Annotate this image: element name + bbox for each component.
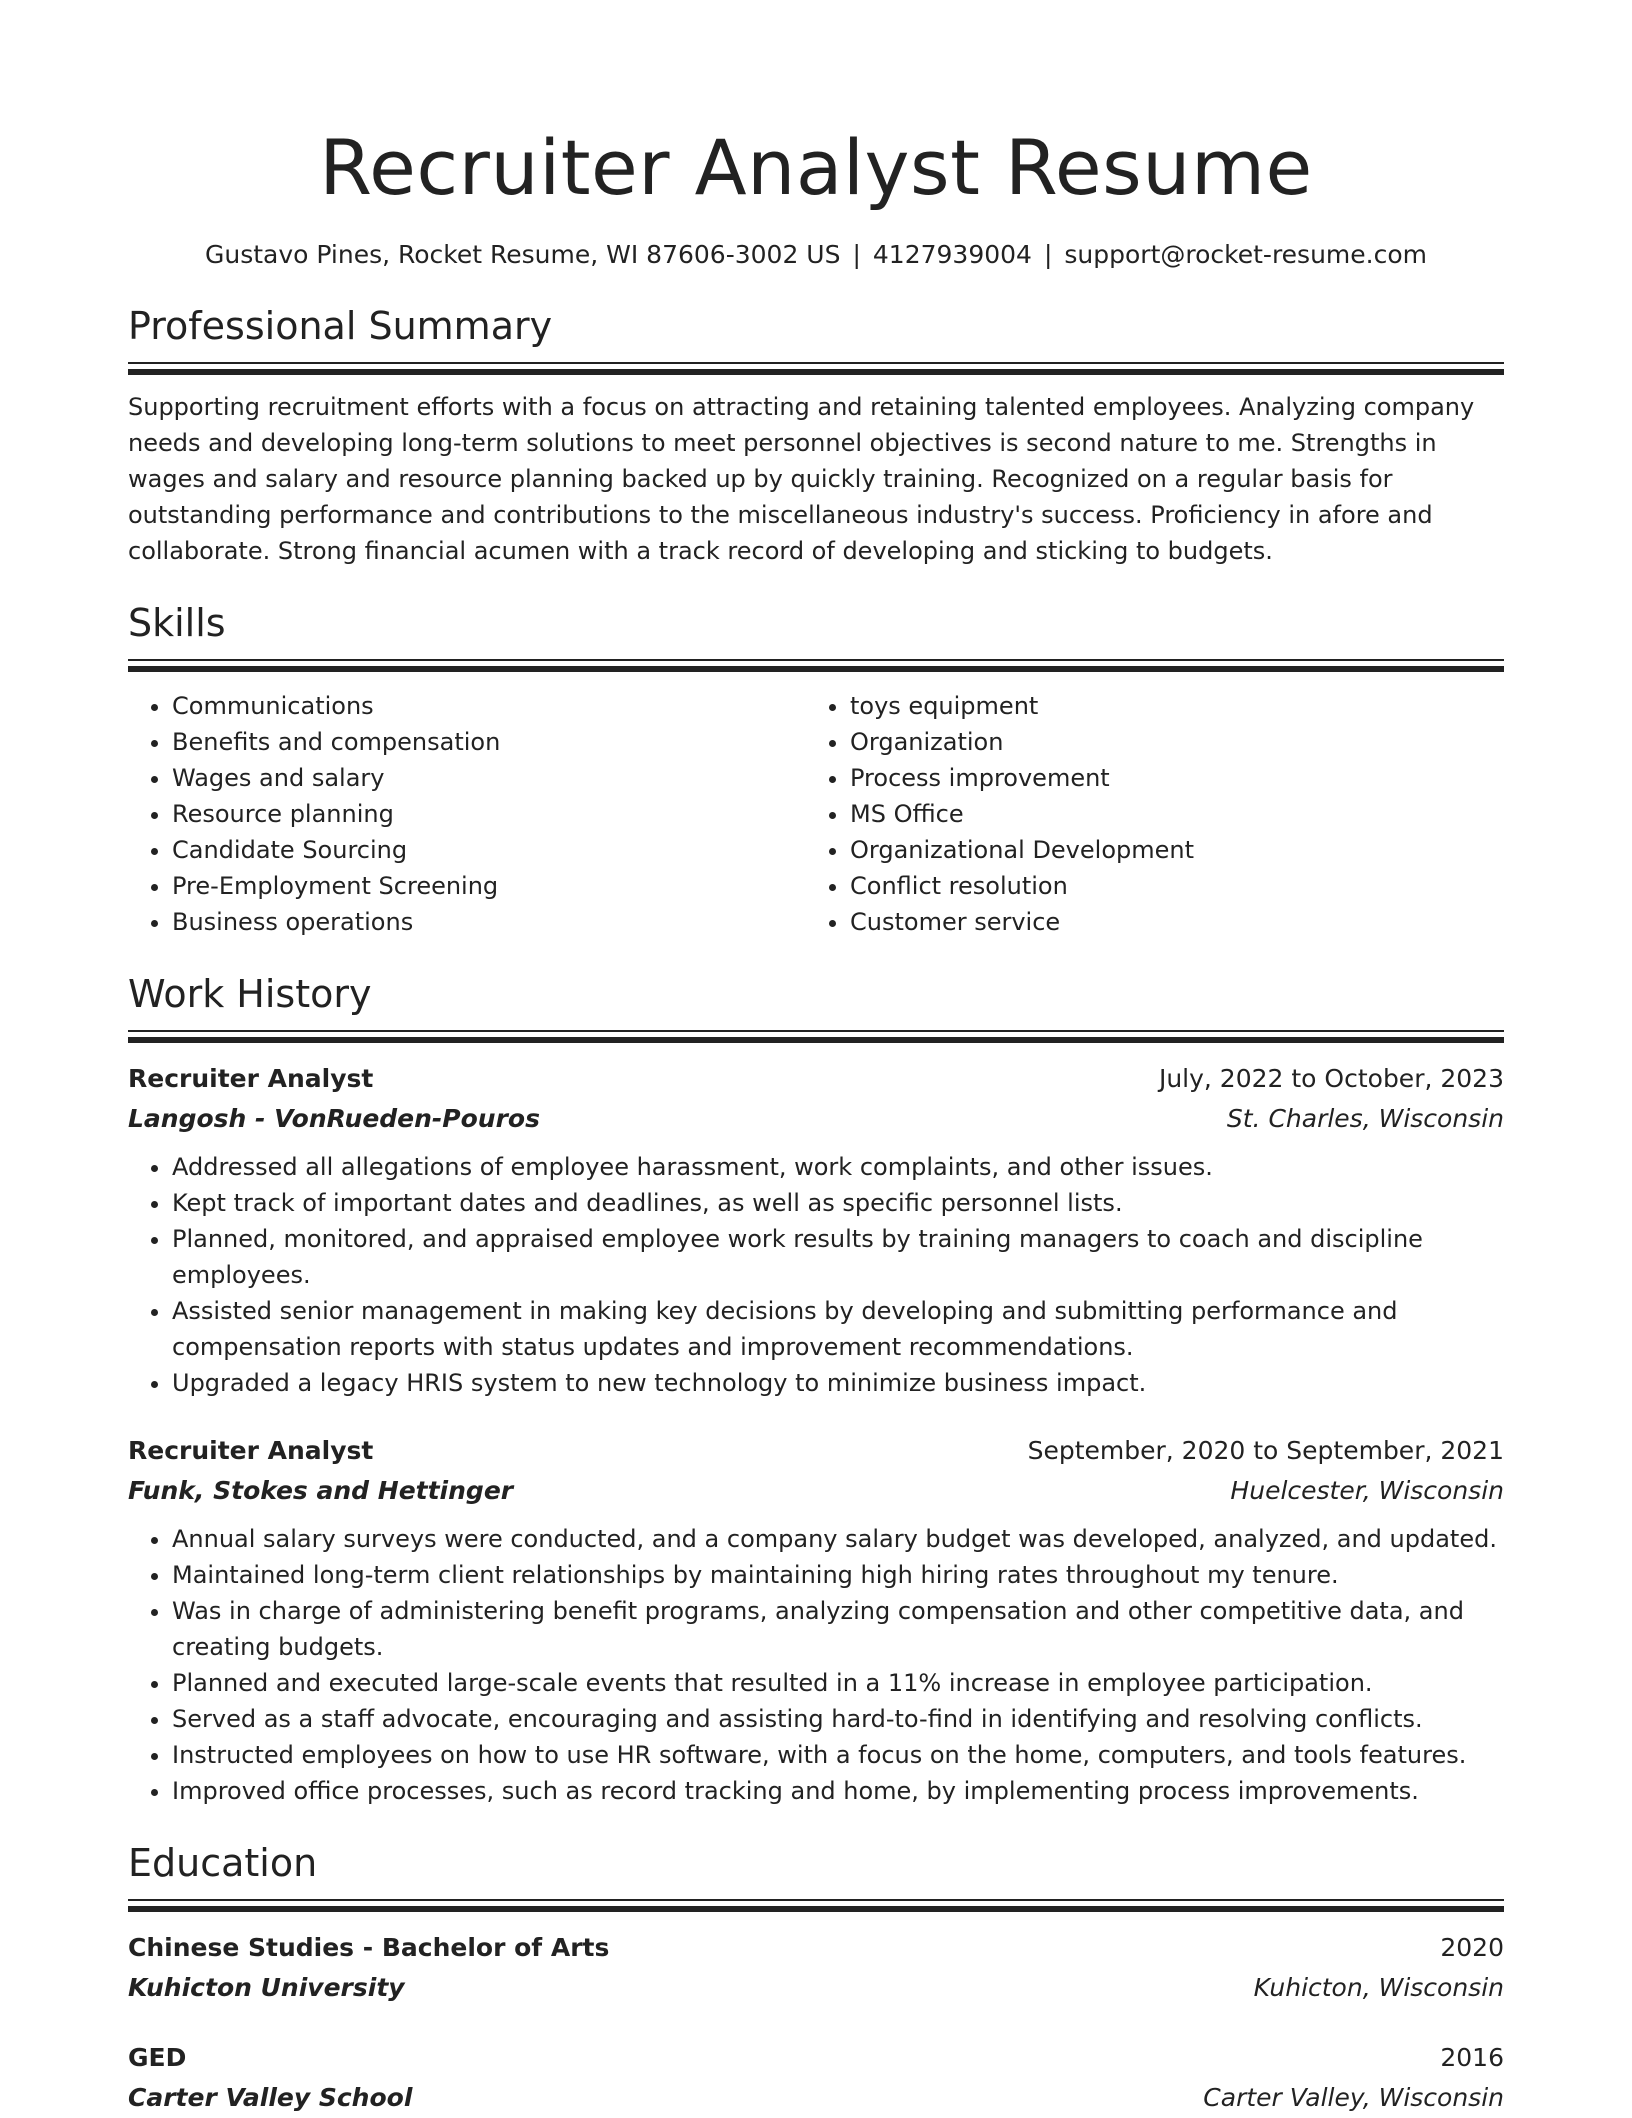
job-bullet: • Served as a staff advocate, encouraging and assisting hard-to-find in identifying and resolving conflicts. [172,1701,1504,1737]
skill-item: • Benefits and compensation [172,724,806,760]
education-school-row [128,1968,1504,2008]
contact-line [128,238,1504,272]
skill-item: • toys equipment [850,688,1484,724]
section-divider [128,362,1504,375]
job-bullet: • Upgraded a legacy HRIS system to new technology to minimize business impact. [172,1365,1504,1401]
skill-item: • Customer service [850,904,1484,940]
skill-item: • Organization [850,724,1484,760]
job-bullet: • Maintained long-term client relationships by maintaining high hiring rates throughout my tenure. [172,1557,1504,1593]
education-location: Kuhicton, Wisconsin [1253,1973,1504,2002]
skill-item: • Communications [172,688,806,724]
contact-address: Gustavo Pines, Rocket Resume, WI 87606-3002 US [204,240,841,269]
contact-email: support@rocket-resume.com [1064,240,1428,269]
summary-section [128,302,1504,569]
contact-separator: | [1043,240,1053,269]
education-degree: Chinese Studies - Bachelor of Arts [128,1933,610,1962]
section-heading-work: Work History [128,972,372,1016]
job-dates: July, 2022 to October, 2023 [1158,1064,1504,1093]
section-heading-education: Education [128,1841,318,1885]
skills-list-right [806,688,1484,940]
job-entry [128,1059,1504,1401]
section-heading-summary: Professional Summary [128,304,553,348]
education-header-row [128,2038,1504,2078]
skills-section [128,599,1504,940]
skill-item: • Organizational Development [850,832,1484,868]
job-entry [128,1431,1504,1809]
job-location: Huelcester, Wisconsin [1230,1476,1504,1505]
education-year: 2020 [1440,1933,1504,1962]
job-bullet: • Addressed all allegations of employee harassment, work complaints, and other issues. [172,1149,1504,1185]
contact-separator: | [852,240,861,269]
job-bullet: • Assisted senior management in making key decisions by developing and submitting performance and compensation reports with status updates and improvement recommendations. [172,1293,1504,1365]
skill-item: • Process improvement [850,760,1484,796]
skills-list-left [128,688,806,940]
education-entry [128,1928,1504,2008]
contact-phone: 4127939004 [872,240,1032,269]
job-title: Recruiter Analyst [128,1064,374,1093]
section-divider [128,1899,1504,1912]
skills-columns [128,688,1504,940]
skill-item: • Pre-Employment Screening [172,868,806,904]
skill-item: • Conflict resolution [850,868,1484,904]
section-divider [128,1030,1504,1043]
skill-item: • Resource planning [172,796,806,832]
work-section [128,970,1504,1809]
education-school: Kuhicton University [128,1973,405,2002]
job-company: Langosh - VonRueden-Pouros [128,1104,540,1133]
education-section [128,1839,1504,2118]
skill-item: • MS Office [850,796,1484,832]
education-degree: GED [128,2043,187,2072]
job-bullet: • Planned and executed large-scale events that resulted in a 11% increase in employee participation. [172,1665,1504,1701]
job-bullets [128,1521,1504,1809]
job-bullet: • Was in charge of administering benefit programs, analyzing compensation and other competitive data, and creating budgets. [172,1593,1504,1665]
job-company: Funk, Stokes and Hettinger [128,1476,514,1505]
job-bullet: • Annual salary surveys were conducted, and a company salary budget was developed, analyzed, and updated. [172,1521,1504,1557]
education-year: 2016 [1440,2043,1504,2072]
education-header-row [128,1928,1504,1968]
job-location: St. Charles, Wisconsin [1226,1104,1504,1133]
education-location: Carter Valley, Wisconsin [1203,2083,1504,2112]
job-dates: September, 2020 to September, 2021 [1027,1436,1504,1465]
job-bullet: • Instructed employees on how to use HR software, with a focus on the home, computers, and tools features. [172,1737,1504,1773]
job-bullet: • Improved office processes, such as record tracking and home, by implementing process improvements. [172,1773,1504,1809]
job-company-row [128,1099,1504,1139]
education-school: Carter Valley School [128,2083,413,2112]
education-school-row [128,2078,1504,2118]
skill-item: • Candidate Sourcing [172,832,806,868]
resume-page [128,0,1504,2118]
job-header-row [128,1431,1504,1471]
job-header-row [128,1059,1504,1099]
skill-item: • Wages and salary [172,760,806,796]
section-heading-skills: Skills [128,601,226,645]
job-title: Recruiter Analyst [128,1436,374,1465]
job-company-row [128,1471,1504,1511]
summary-text: Supporting recruitment efforts with a focus on attracting and retaining talented employees. Analyzing company needs and developing long-term solutions to meet personnel objectives is second nature to me. Strengths in wages and salary and resource planning backed up by quickly training. Recognized on a regular basis for outstanding performance and contributions to the miscellaneous industry's success. Proficiency in afore and collaborate. Strong financial acumen with a track record of developing and sticking to budgets. [128,393,1475,565]
job-bullet: • Kept track of important dates and deadlines, as well as specific personnel lists. [172,1185,1504,1221]
resume-title: Recruiter Analyst Resume [319,123,1313,212]
job-bullets [128,1149,1504,1401]
job-bullet: • Planned, monitored, and appraised employee work results by training managers to coach and discipline employees. [172,1221,1504,1293]
section-divider [128,659,1504,672]
skill-item: • Business operations [172,904,806,940]
education-entry [128,2038,1504,2118]
